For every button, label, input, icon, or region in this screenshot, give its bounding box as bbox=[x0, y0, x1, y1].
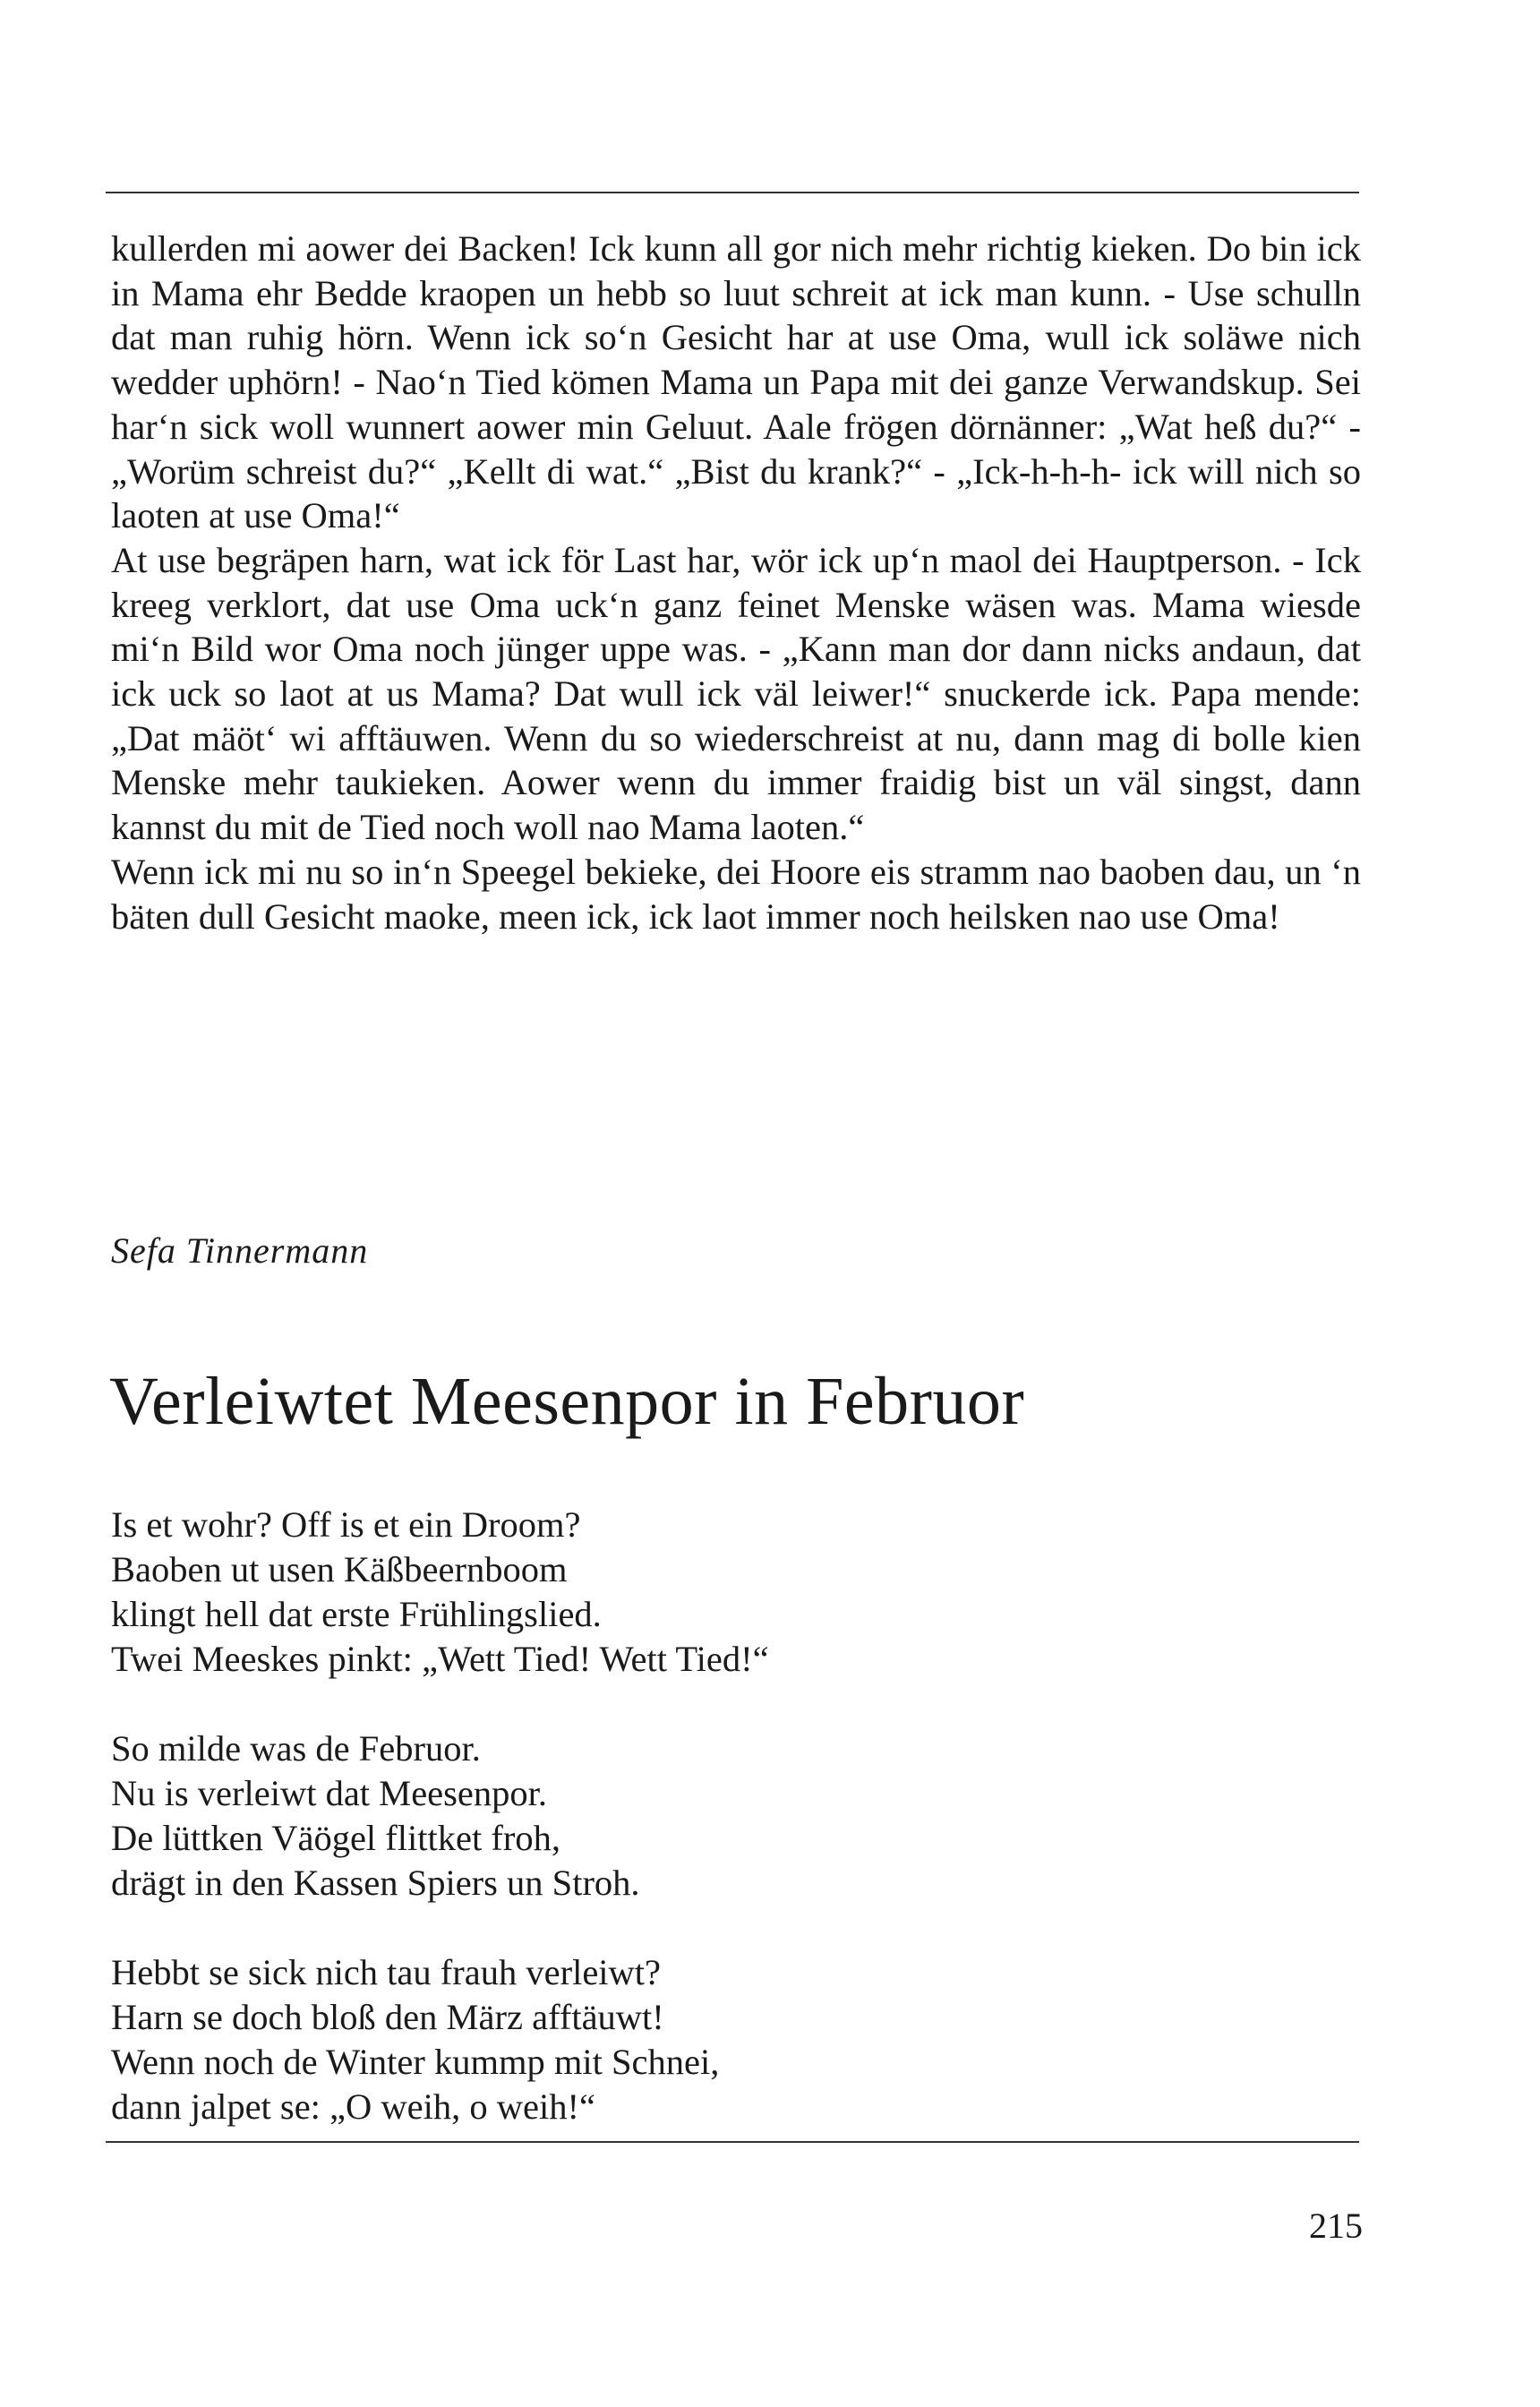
paragraph: kullerden mi aower dei Backen! Ick kunn all gor nich mehr richtig kieken. Do bin ick in Mama ehr Bedde kraopen un hebb so luut schreit at ick man kunn. - Use schulln dat man ruhig hörn. Wenn ick so‘n Gesicht har at use Oma, wull ick soläwe nich wedder uphörn! - Nao‘n Tied kömen Mama un Papa mit dei ganze Verwandskup. Sei har‘n sick woll wunnert aower min Geluut. Aale frögen dörnänner: „Wat heß du?“ - „Worüm schreist du?“ „Kellt di wat.“ „Bist du krank?“ - „Ick-h-h-h- ick will nich so laoten at use Oma!“ bbox=[111, 228, 1361, 536]
stanza bbox=[111, 1726, 769, 1906]
verse-line: So milde was de Februor. bbox=[111, 1728, 481, 1769]
verse-line: Nu is verleiwt dat Meesenpor. bbox=[111, 1773, 548, 1813]
verse-line: dann jalpet se: „O weih, o weih!“ bbox=[111, 2086, 595, 2127]
author-signature: Sefa Tinnermann bbox=[111, 1230, 369, 1271]
paragraph: At use begräpen harn, wat ick för Last har, wör ick up‘n maol dei Hauptperson. - Ick kreeg verklort, dat use Oma uck‘n ganz feinet Menske wäsen was. Mama wiesde mi‘n Bild wor Oma noch jünger uppe was. - „Kann man dor dann nicks andaun, dat ick uck so laot at us Mama? Dat wull ick väl leiwer!“ snuckerde ick. Papa mende: „Dat mäöt‘ wi afftäuwen. Wenn du so wiederschreist at nu, dann mag di bolle kien Menske mehr taukieken. Aower wenn du immer fraidig bist un väl singst, dann kannst du mit de Tied noch woll nao Mama laoten.“ bbox=[111, 539, 1361, 848]
verse-line: Baoben ut usen Käßbeernboom bbox=[111, 1549, 568, 1589]
verse-line: De lüttken Väögel flittket froh, bbox=[111, 1818, 560, 1858]
stanza bbox=[111, 1950, 769, 2129]
verse-line: Wenn noch de Winter kummp mit Schnei, bbox=[111, 2042, 720, 2082]
verse-line: drägt in den Kassen Spiers un Stroh. bbox=[111, 1863, 640, 1903]
page-number: 215 bbox=[1309, 2206, 1363, 2246]
verse-line: klingt hell dat erste Frühlingslied. bbox=[111, 1594, 602, 1634]
verse-line: Hebbt se sick nich tau frauh verleiwt? bbox=[111, 1952, 662, 1992]
top-rule bbox=[106, 192, 1359, 193]
poem bbox=[111, 1503, 769, 2129]
bottom-rule bbox=[106, 2141, 1359, 2143]
verse-line: Is et wohr? Off is et ein Droom? bbox=[111, 1504, 581, 1545]
stanza bbox=[111, 1503, 769, 1682]
prose-text bbox=[111, 227, 1361, 938]
verse-line: Twei Meeskes pinkt: „Wett Tied! Wett Tied!“ bbox=[111, 1639, 769, 1679]
verse-line: Harn se doch bloß den März afftäuwt! bbox=[111, 1997, 664, 2037]
poem-title: Verleiwtet Meesenpor in Februor bbox=[109, 1364, 1025, 1439]
paragraph: Wenn ick mi nu so in‘n Speegel bekieke, dei Hoore eis stramm nao baoben dau, un ‘n bäten dull Gesicht maoke, meen ick, ick laot immer noch heilsken nao use Oma! bbox=[111, 851, 1361, 937]
